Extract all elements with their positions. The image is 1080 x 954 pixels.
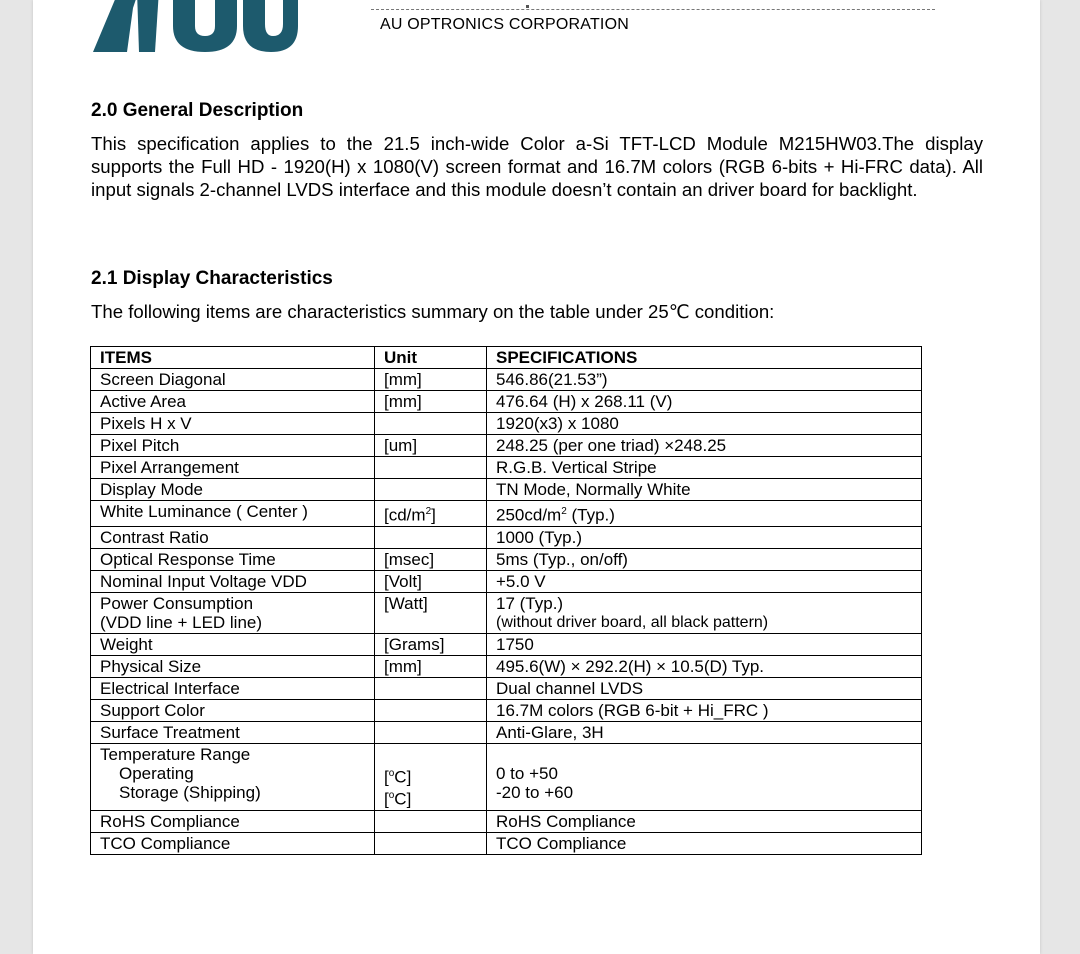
item-cell: Display Mode xyxy=(91,479,375,501)
table-row xyxy=(91,435,922,457)
company-name: AU OPTRONICS CORPORATION xyxy=(380,16,629,33)
unit-cell xyxy=(375,413,487,435)
table-row xyxy=(91,721,922,743)
unit-cell xyxy=(375,677,487,699)
spec-cell: 16.7M colors (RGB 6-bit + Hi_FRC ) xyxy=(487,699,922,721)
table-row xyxy=(91,743,922,810)
table-header-row xyxy=(91,347,922,369)
item-cell: RoHS Compliance xyxy=(91,810,375,832)
table-row xyxy=(91,391,922,413)
spec-cell: 17 (Typ.) (without driver board, all black pattern) xyxy=(487,592,922,633)
table-row xyxy=(91,570,922,592)
item-cell: Pixels H x V xyxy=(91,413,375,435)
item-cell: Support Color xyxy=(91,699,375,721)
item-cell: Pixel Pitch xyxy=(91,435,375,457)
unit-cell: [Watt] xyxy=(375,592,487,633)
unit-cell xyxy=(375,479,487,501)
item-cell: Pixel Arrangement xyxy=(91,457,375,479)
table-row xyxy=(91,457,922,479)
spec-cell: 5ms (Typ., on/off) xyxy=(487,548,922,570)
spec-cell: Dual channel LVDS xyxy=(487,677,922,699)
item-cell: Contrast Ratio xyxy=(91,526,375,548)
item-cell: Power Consumption (VDD line + LED line) xyxy=(91,592,375,633)
table-row xyxy=(91,633,922,655)
unit-cell: [Grams] xyxy=(375,633,487,655)
table-row xyxy=(91,677,922,699)
header-dot xyxy=(526,5,529,8)
header-specifications: SPECIFICATIONS xyxy=(487,347,922,369)
spec-cell: 546.86(21.53”) xyxy=(487,369,922,391)
spec-cell: R.G.B. Vertical Stripe xyxy=(487,457,922,479)
spec-cell: 248.25 (per one triad) ×248.25 xyxy=(487,435,922,457)
auo-logo xyxy=(93,0,298,52)
unit-cell xyxy=(375,699,487,721)
spec-cell: TCO Compliance xyxy=(487,832,922,854)
header-divider xyxy=(371,9,935,10)
spec-cell: Anti-Glare, 3H xyxy=(487,721,922,743)
spec-cell: $250cd/m^2$ (Typ.) xyxy=(487,501,922,527)
item-cell: Temperature Range Operating Storage (Shipping) xyxy=(91,743,375,810)
unit-cell: [mm] xyxy=(375,369,487,391)
header-items: ITEMS xyxy=(91,347,375,369)
unit-cell xyxy=(375,457,487,479)
item-cell: Nominal Input Voltage VDD xyxy=(91,570,375,592)
item-cell: Surface Treatment xyxy=(91,721,375,743)
unit-cell: [$^o$C] [$^o$C] xyxy=(375,743,487,810)
header-unit: Unit xyxy=(375,347,487,369)
table-row xyxy=(91,526,922,548)
item-cell: White Luminance ( Center ) xyxy=(91,501,375,527)
item-cell: Weight xyxy=(91,633,375,655)
table-row xyxy=(91,369,922,391)
unit-cell: [mm] xyxy=(375,391,487,413)
item-cell: TCO Compliance xyxy=(91,832,375,854)
spec-cell: RoHS Compliance xyxy=(487,810,922,832)
spec-cell: TN Mode, Normally White xyxy=(487,479,922,501)
unit-cell xyxy=(375,526,487,548)
spec-cell: 476.64 (H) x 268.11 (V) xyxy=(487,391,922,413)
spec-cell: 1750 xyxy=(487,633,922,655)
unit-cell: $[cd/m^2]$ xyxy=(375,501,487,527)
item-cell: Optical Response Time xyxy=(91,548,375,570)
item-cell: Screen Diagonal xyxy=(91,369,375,391)
spec-cell: 1000 (Typ.) xyxy=(487,526,922,548)
characteristics-table xyxy=(90,346,922,855)
spec-cell: 1920(x3) x 1080 xyxy=(487,413,922,435)
table-row xyxy=(91,655,922,677)
table-row xyxy=(91,548,922,570)
section-title-general: 2.0 General Description xyxy=(91,100,304,121)
unit-cell xyxy=(375,832,487,854)
unit-cell: [mm] xyxy=(375,655,487,677)
item-cell: Active Area xyxy=(91,391,375,413)
document-page xyxy=(33,0,1040,954)
section-title-display: 2.1 Display Characteristics xyxy=(91,268,333,289)
table-row xyxy=(91,479,922,501)
unit-cell: [um] xyxy=(375,435,487,457)
display-characteristics-lead: The following items are characteristics summary on the table under 25℃ condition: xyxy=(91,301,775,322)
spec-cell: 495.6(W) × 292.2(H) × 10.5(D) Typ. xyxy=(487,655,922,677)
unit-cell: [Volt] xyxy=(375,570,487,592)
general-description-text: This specification applies to the 21.5 inch-wide Color a-Si TFT-LCD Module M215HW03.The display supports the Full HD - 1920(H) x 1080(V) screen format and 16.7M colors (RGB 6-bits + Hi-FRC data). All input signals 2-channel LVDS interface and this module doesn’t contain an driver board for backlight. xyxy=(91,133,983,200)
spec-cell: 0 to +50 -20 to +60 xyxy=(487,743,922,810)
table-row xyxy=(91,810,922,832)
item-cell: Physical Size xyxy=(91,655,375,677)
unit-cell xyxy=(375,721,487,743)
spec-cell: +5.0 V xyxy=(487,570,922,592)
unit-cell xyxy=(375,810,487,832)
table-row xyxy=(91,832,922,854)
item-cell: Electrical Interface xyxy=(91,677,375,699)
table-row xyxy=(91,699,922,721)
unit-cell: [msec] xyxy=(375,548,487,570)
table-row xyxy=(91,501,922,527)
table-row xyxy=(91,413,922,435)
table-row xyxy=(91,592,922,633)
